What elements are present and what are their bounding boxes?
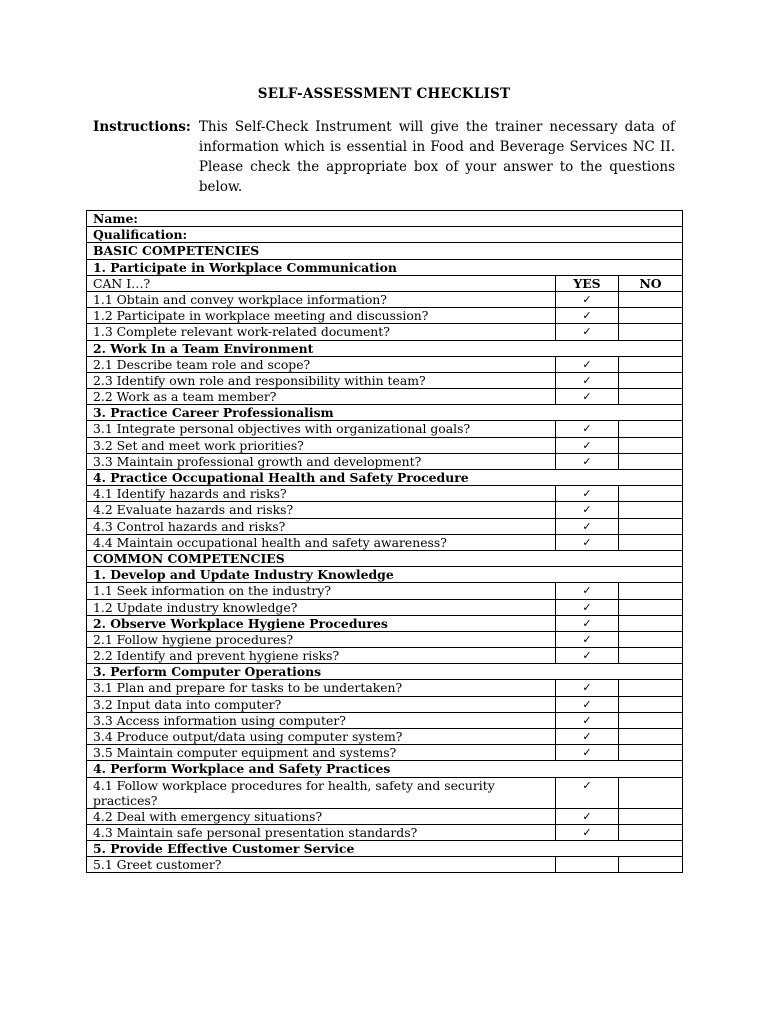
yes-checkbox-cell[interactable] — [556, 534, 619, 550]
checklist-item-text: 2.3 Identify own role and responsibility within team? — [87, 372, 556, 388]
yes-checkbox-cell[interactable] — [556, 824, 619, 840]
checklist-item-row — [87, 356, 683, 372]
check-mark-icon: ✓ — [582, 535, 592, 549]
unit-title: 5. Provide Effective Customer Service — [87, 840, 683, 856]
yes-checkbox-cell[interactable] — [556, 777, 619, 808]
no-checkbox-cell[interactable] — [619, 291, 683, 307]
qualification-row — [87, 227, 683, 243]
checklist-item-text: 3.3 Maintain professional growth and development? — [87, 453, 556, 469]
yes-checkbox-cell[interactable] — [556, 648, 619, 664]
checklist-item-text: 3.1 Integrate personal objectives with organizational goals? — [87, 421, 556, 437]
no-checkbox-cell[interactable] — [619, 615, 683, 631]
check-mark-icon: ✓ — [582, 454, 592, 468]
no-checkbox-cell[interactable] — [619, 583, 683, 599]
yes-checkbox-cell[interactable] — [556, 324, 619, 340]
check-mark-icon: ✓ — [582, 519, 592, 533]
no-checkbox-cell[interactable] — [619, 356, 683, 372]
no-checkbox-cell[interactable] — [619, 372, 683, 388]
check-mark-icon: ✓ — [582, 809, 592, 823]
check-mark-icon: ✓ — [582, 649, 592, 663]
checklist-item-row — [87, 808, 683, 824]
no-checkbox-cell[interactable] — [619, 308, 683, 324]
no-checkbox-cell[interactable] — [619, 534, 683, 550]
unit-title: 3. Perform Computer Operations — [87, 664, 683, 680]
checklist-item-text: 3.1 Plan and prepare for tasks to be undertaken? — [87, 680, 556, 696]
checklist-item-text: 4.3 Maintain safe personal presentation standards? — [87, 824, 556, 840]
checklist-item-text: 2.2 Identify and prevent hygiene risks? — [87, 648, 556, 664]
check-mark-icon: ✓ — [582, 325, 592, 339]
yes-checkbox-cell[interactable] — [556, 437, 619, 453]
section-heading: BASIC COMPETENCIES — [87, 243, 683, 259]
yes-checkbox-cell[interactable] — [556, 808, 619, 824]
unit-title: 4. Perform Workplace and Safety Practices — [87, 761, 683, 777]
check-mark-icon: ✓ — [582, 730, 592, 743]
yes-checkbox-cell[interactable] — [556, 502, 619, 518]
checklist-item-row — [87, 777, 683, 808]
checklist-item-text: 3.4 Produce output/data using computer system? — [87, 729, 556, 745]
no-checkbox-cell[interactable] — [619, 680, 683, 696]
checklist-item-row — [87, 712, 683, 728]
can-i-label: CAN I…? — [87, 275, 556, 291]
checklist-item-row — [87, 389, 683, 405]
checklist-item-text: 5.1 Greet customer? — [87, 857, 556, 873]
checklist-item-text: 1.2 Participate in workplace meeting and discussion? — [87, 308, 556, 324]
no-checkbox-cell[interactable] — [619, 599, 683, 615]
no-checkbox-cell[interactable] — [619, 729, 683, 745]
check-mark-icon: ✓ — [582, 487, 592, 501]
check-mark-icon: ✓ — [582, 697, 592, 711]
checklist-item-text: 1.3 Complete relevant work-related document? — [87, 324, 556, 340]
checklist-item-row — [87, 729, 683, 745]
check-mark-icon: ✓ — [582, 616, 592, 630]
yes-checkbox-cell[interactable] — [556, 389, 619, 405]
check-mark-icon: ✓ — [582, 390, 592, 404]
yes-checkbox-cell[interactable] — [556, 583, 619, 599]
yes-checkbox-cell[interactable] — [556, 421, 619, 437]
yes-checkbox-cell[interactable] — [556, 518, 619, 534]
checklist-item-row — [87, 486, 683, 502]
yes-checkbox-cell[interactable] — [556, 631, 619, 647]
checklist-item-text: 4.1 Follow workplace procedures for health, safety and security practices? — [87, 777, 556, 808]
unit-title: 3. Practice Career Professionalism — [87, 405, 683, 421]
checklist-item-text: 3.3 Access information using computer? — [87, 712, 556, 728]
check-mark-icon: ✓ — [582, 503, 592, 517]
check-mark-icon: ✓ — [582, 292, 592, 306]
checklist-item-row — [87, 583, 683, 599]
checklist-item-row — [87, 502, 683, 518]
no-checkbox-cell[interactable] — [619, 824, 683, 840]
yes-checkbox-cell[interactable] — [556, 745, 619, 761]
checklist-item-text: 3.5 Maintain computer equipment and systems? — [87, 745, 556, 761]
check-mark-icon: ✓ — [582, 600, 592, 614]
no-checkbox-cell[interactable] — [619, 324, 683, 340]
unit-title: 4. Practice Occupational Health and Safety Procedure — [87, 470, 683, 486]
checklist-item-row — [87, 534, 683, 550]
section-heading-row — [87, 550, 683, 566]
unit-title-row — [87, 664, 683, 680]
checklist-item-text: 2.1 Describe team role and scope? — [87, 356, 556, 372]
checklist-item-row — [87, 631, 683, 647]
checklist-item-row — [87, 824, 683, 840]
checklist-item-text: 2.2 Work as a team member? — [87, 389, 556, 405]
check-mark-icon: ✓ — [582, 746, 592, 760]
unit-title-row — [87, 567, 683, 583]
yes-checkbox-cell[interactable] — [556, 291, 619, 307]
check-mark-icon: ✓ — [582, 632, 592, 646]
no-checkbox-cell[interactable] — [619, 437, 683, 453]
check-mark-icon: ✓ — [582, 309, 592, 323]
page-title: SELF-ASSESSMENT CHECKLIST — [257, 86, 511, 102]
yes-checkbox-cell[interactable] — [556, 372, 619, 388]
unit-title: 1. Develop and Update Industry Knowledge — [87, 567, 683, 583]
section-heading-row — [87, 243, 683, 259]
checklist-item-row — [87, 372, 683, 388]
no-checkbox-cell[interactable] — [619, 777, 683, 808]
yes-column-header: YES — [556, 275, 619, 291]
yes-checkbox-cell[interactable] — [556, 486, 619, 502]
name-row — [87, 211, 683, 227]
unit-title: 2. Work In a Team Environment — [87, 340, 683, 356]
yes-checkbox-cell[interactable] — [556, 308, 619, 324]
checklist-item-text: 3.2 Input data into computer? — [87, 696, 556, 712]
unit-title-row — [87, 259, 683, 275]
check-mark-icon: ✓ — [582, 422, 592, 436]
no-checkbox-cell[interactable] — [619, 745, 683, 761]
check-mark-icon: ✓ — [582, 681, 592, 695]
unit-title-row — [87, 340, 683, 356]
unit-title-row — [87, 840, 683, 856]
no-checkbox-cell[interactable] — [619, 631, 683, 647]
unit-title-row — [87, 405, 683, 421]
no-checkbox-cell[interactable] — [619, 648, 683, 664]
yes-checkbox-cell[interactable] — [556, 615, 619, 631]
qualification-label: Qualification: — [87, 227, 683, 243]
no-checkbox-cell[interactable] — [619, 486, 683, 502]
check-mark-icon: ✓ — [582, 373, 592, 387]
yes-checkbox-cell[interactable] — [556, 680, 619, 696]
checklist-item-text: 4.2 Evaluate hazards and risks? — [87, 502, 556, 518]
no-checkbox-cell[interactable] — [619, 453, 683, 469]
yes-checkbox-cell[interactable] — [556, 696, 619, 712]
check-mark-icon: ✓ — [582, 438, 592, 452]
unit-title: 2. Observe Workplace Hygiene Procedures — [87, 615, 556, 631]
no-checkbox-cell[interactable] — [619, 696, 683, 712]
checklist-item-row — [87, 745, 683, 761]
checklist-item-row — [87, 291, 683, 307]
no-column-header: NO — [619, 275, 683, 291]
unit-title-row — [87, 470, 683, 486]
unit-title: 1. Participate in Workplace Communication — [87, 259, 683, 275]
checklist-item-text: 4.3 Control hazards and risks? — [87, 518, 556, 534]
checklist-item-row — [87, 453, 683, 469]
checklist-item-row — [87, 648, 683, 664]
instructions-label: Instructions: — [93, 119, 191, 135]
checklist-item-text: 4.1 Identify hazards and risks? — [87, 486, 556, 502]
check-mark-icon: ✓ — [582, 778, 592, 792]
check-mark-icon: ✓ — [582, 584, 592, 598]
checklist-item-text: 4.4 Maintain occupational health and safety awareness? — [87, 534, 556, 550]
yes-checkbox-cell[interactable] — [556, 599, 619, 615]
yes-checkbox-cell[interactable] — [556, 857, 619, 873]
section-heading: COMMON COMPETENCIES — [87, 550, 683, 566]
instructions-text: This Self-Check Instrument will give the trainer necessary data of information which is essential in Food and Beverage Services NC II. Please check the appropriate box of your answer to the questions below. — [198, 119, 675, 195]
checklist-item-row — [87, 680, 683, 696]
unit-title-row — [87, 615, 683, 631]
checklist-item-row — [87, 696, 683, 712]
checklist-item-row — [87, 324, 683, 340]
checklist-item-text: 1.2 Update industry knowledge? — [87, 599, 556, 615]
yes-checkbox-cell[interactable] — [556, 729, 619, 745]
checklist-item-row — [87, 518, 683, 534]
checklist-item-text: 4.2 Deal with emergency situations? — [87, 808, 556, 824]
yes-checkbox-cell[interactable] — [556, 453, 619, 469]
checklist-table — [86, 210, 683, 873]
checklist-item-text: 1.1 Obtain and convey workplace information? — [87, 291, 556, 307]
name-label: Name: — [87, 211, 683, 227]
checklist-item-text: 1.1 Seek information on the industry? — [87, 583, 556, 599]
check-mark-icon: ✓ — [582, 357, 592, 371]
no-checkbox-cell[interactable] — [619, 712, 683, 728]
no-checkbox-cell[interactable] — [619, 389, 683, 405]
no-checkbox-cell[interactable] — [619, 421, 683, 437]
instructions-block — [93, 117, 675, 197]
unit-title-row — [87, 761, 683, 777]
checklist-item-row — [87, 421, 683, 437]
checklist-item-row — [87, 308, 683, 324]
answer-header-row — [87, 275, 683, 291]
yes-checkbox-cell[interactable] — [556, 356, 619, 372]
check-mark-icon: ✓ — [582, 825, 592, 839]
no-checkbox-cell[interactable] — [619, 808, 683, 824]
no-checkbox-cell[interactable] — [619, 502, 683, 518]
no-checkbox-cell[interactable] — [619, 518, 683, 534]
checklist-item-text: 2.1 Follow hygiene procedures? — [87, 631, 556, 647]
checklist-item-row — [87, 857, 683, 873]
yes-checkbox-cell[interactable] — [556, 712, 619, 728]
checklist-item-row — [87, 599, 683, 615]
checklist-item-row — [87, 437, 683, 453]
no-checkbox-cell[interactable] — [619, 857, 683, 873]
check-mark-icon: ✓ — [582, 713, 592, 727]
checklist-item-text: 3.2 Set and meet work priorities? — [87, 437, 556, 453]
